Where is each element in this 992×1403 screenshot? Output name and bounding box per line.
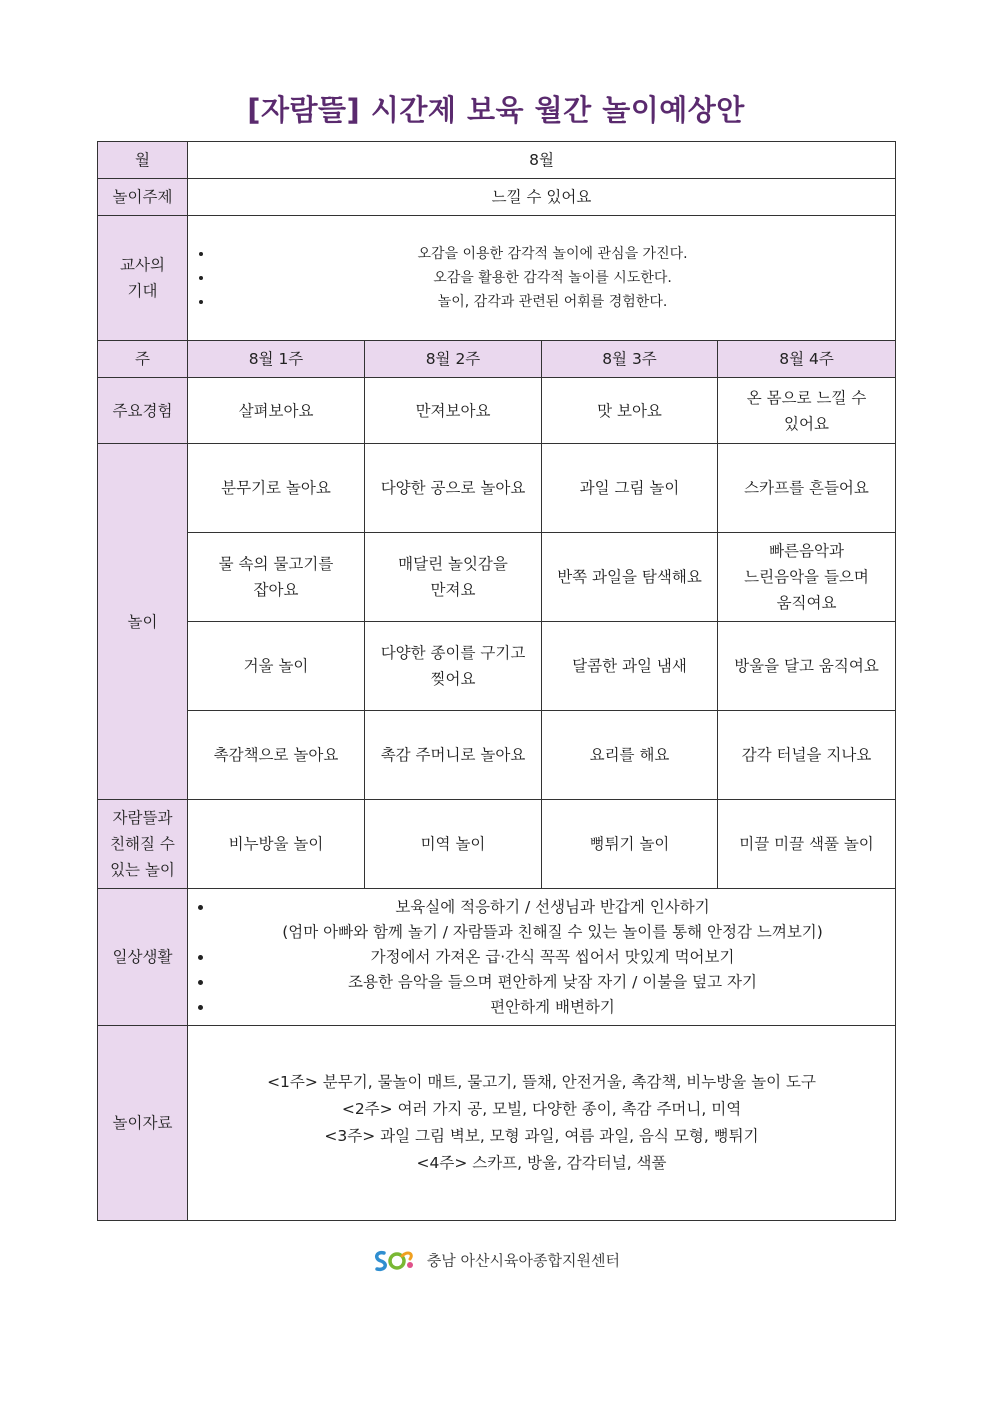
play-cell <box>718 622 896 711</box>
theme-value: 느낄 수 있어요 <box>188 179 896 216</box>
page-title: [자람뜰] 시간제 보육 월간 놀이예상안 <box>247 93 745 127</box>
materials-line: <2주> 여러 가지 공, 모빌, 다양한 종이, 촉감 주머니, 미역 <box>341 1100 742 1118</box>
cell-line: 자람뜰과 <box>112 809 173 827</box>
play-cell <box>718 711 896 800</box>
cell-line: 살펴보아요 <box>238 401 314 420</box>
week-label: 주 <box>98 341 188 378</box>
cell-line: 스카프를 흔들어요 <box>744 479 869 497</box>
main-experience-cell <box>718 378 896 444</box>
play-cell <box>188 444 365 533</box>
teacher-label <box>98 216 188 341</box>
cell-line: 거울 놀이 <box>243 657 309 675</box>
play-cell <box>542 444 718 533</box>
play-row <box>98 622 896 711</box>
cell-line: 감각 터널을 지나요 <box>741 746 872 764</box>
list-item: • 오감을 이용한 감각적 놀이에 관심을 가진다. <box>214 242 891 266</box>
materials-label: 놀이자료 <box>98 1026 188 1221</box>
daily-item: • 보육실에 적응하기 / 선생님과 반갑게 인사하기 <box>395 897 710 916</box>
cell-line: 빠른음악과 <box>769 542 844 560</box>
play-cell <box>188 533 365 622</box>
play-cell <box>365 533 542 622</box>
theme-label: 놀이주제 <box>98 179 188 216</box>
cell-line: 있는 놀이 <box>110 861 175 879</box>
cell-line: 만져요 <box>430 581 476 599</box>
theme-row <box>98 179 896 216</box>
week-header: 8월 4주 <box>718 341 896 378</box>
cell-line: 촉감책으로 놀아요 <box>213 746 339 764</box>
cell-line: 친해질 수 <box>110 835 175 853</box>
list-item: • 놀이, 감각과 관련된 어휘를 경험한다. <box>214 290 891 314</box>
play-row <box>98 444 896 533</box>
main-experience-cell <box>542 378 718 444</box>
materials-line: <1주> 분무기, 물놀이 매트, 물고기, 뜰채, 안전거울, 촉감책, 비누방울 놀이 도구 <box>267 1073 816 1091</box>
list-item: • 편안하게 배변하기 <box>214 995 891 1020</box>
play-cell <box>718 533 896 622</box>
cell-line: 촉감 주머니로 놀아요 <box>380 746 526 764</box>
cell-line: 온 몸으로 느낄 수 <box>746 388 867 407</box>
play-cell <box>365 444 542 533</box>
play-cell <box>542 711 718 800</box>
friendly-play-label <box>98 800 188 889</box>
teacher-label-line: 기대 <box>127 282 158 300</box>
cell-line: 달콤한 과일 냄새 <box>572 657 687 675</box>
week-header: 8월 3주 <box>542 341 718 378</box>
teacher-expectations <box>188 216 896 341</box>
footer <box>0 1248 992 1274</box>
plan-table <box>97 141 896 1221</box>
play-cell <box>365 711 542 800</box>
daily-life-label: 일상생활 <box>98 889 188 1026</box>
cell-line: 분무기로 놀아요 <box>221 479 331 497</box>
cell-line: 찢어요 <box>430 670 476 688</box>
cell-line: 느린음악을 들으며 <box>744 568 869 586</box>
cell-line: 맛 보아요 <box>597 401 662 420</box>
play-cell <box>718 444 896 533</box>
cell-line: 반쪽 과일을 탐색해요 <box>557 568 702 586</box>
cell-line: 잡아요 <box>253 581 299 599</box>
month-label: 월 <box>98 142 188 179</box>
cell-line: 있어요 <box>784 414 829 433</box>
cell-line: 요리를 해요 <box>589 746 670 764</box>
week-header: 8월 2주 <box>365 341 542 378</box>
list-item <box>214 895 891 920</box>
main-experience-cell <box>188 378 365 444</box>
cell-line: 움직여요 <box>776 594 837 612</box>
center-logo-icon <box>372 1248 416 1274</box>
cell-line: 방울을 달고 움직여요 <box>734 657 879 675</box>
friendly-play-cell: 뻥튀기 놀이 <box>542 800 718 889</box>
list-item: • 가정에서 가져온 급·간식 꼭꼭 씹어서 맛있게 먹어보기 <box>214 945 891 970</box>
teacher-row <box>98 216 896 341</box>
play-row <box>98 711 896 800</box>
cell-line: 다양한 종이를 구기고 <box>380 644 526 662</box>
teacher-list <box>192 242 891 314</box>
play-cell <box>365 622 542 711</box>
cell-line: 매달린 놀잇감을 <box>398 555 508 573</box>
play-row <box>98 533 896 622</box>
teacher-label-line: 교사의 <box>120 256 165 274</box>
materials-line: <3주> 과일 그림 벽보, 모형 과일, 여름 과일, 음식 모형, 뻥튀기 <box>324 1127 759 1145</box>
main-experience-row <box>98 378 896 444</box>
friendly-play-cell: 비누방울 놀이 <box>188 800 365 889</box>
main-experience-cell <box>365 378 542 444</box>
friendly-play-cell: 미역 놀이 <box>365 800 542 889</box>
footer-org-name: 충남 아산시육아종합지원센터 <box>426 1251 620 1270</box>
cell-line: 과일 그림 놀이 <box>579 479 680 497</box>
play-cell <box>188 622 365 711</box>
play-cell <box>188 711 365 800</box>
daily-life-content <box>188 889 896 1026</box>
week-row <box>98 341 896 378</box>
friendly-play-cell: 미끌 미끌 색풀 놀이 <box>718 800 896 889</box>
list-item: • 오감을 활용한 감각적 놀이를 시도한다. <box>214 266 891 290</box>
cell-line: 만져보아요 <box>415 401 491 420</box>
play-cell <box>542 622 718 711</box>
materials-line: <4주> 스카프, 방울, 감각터널, 색풀 <box>416 1154 667 1172</box>
cell-line: 물 속의 물고기를 <box>218 555 334 573</box>
month-row <box>98 142 896 179</box>
play-label: 놀이 <box>98 444 188 800</box>
daily-list <box>192 945 891 1020</box>
cell-line: 다양한 공으로 놀아요 <box>380 479 526 497</box>
month-value: 8월 <box>188 142 896 179</box>
play-cell <box>542 533 718 622</box>
list-item: • 조용한 음악을 들으며 편안하게 낮잠 자기 / 이불을 덮고 자기 <box>214 970 891 995</box>
materials-row <box>98 1026 896 1221</box>
daily-list <box>192 895 891 920</box>
daily-subtext: (엄마 아빠와 함께 놀기 / 자람뜰과 친해질 수 있는 놀이를 통해 안정감 느껴보기) <box>282 922 823 941</box>
week-header: 8월 1주 <box>188 341 365 378</box>
materials-content <box>188 1026 896 1221</box>
friendly-play-row <box>98 800 896 889</box>
daily-life-row <box>98 889 896 1026</box>
main-experience-label: 주요경험 <box>98 378 188 444</box>
